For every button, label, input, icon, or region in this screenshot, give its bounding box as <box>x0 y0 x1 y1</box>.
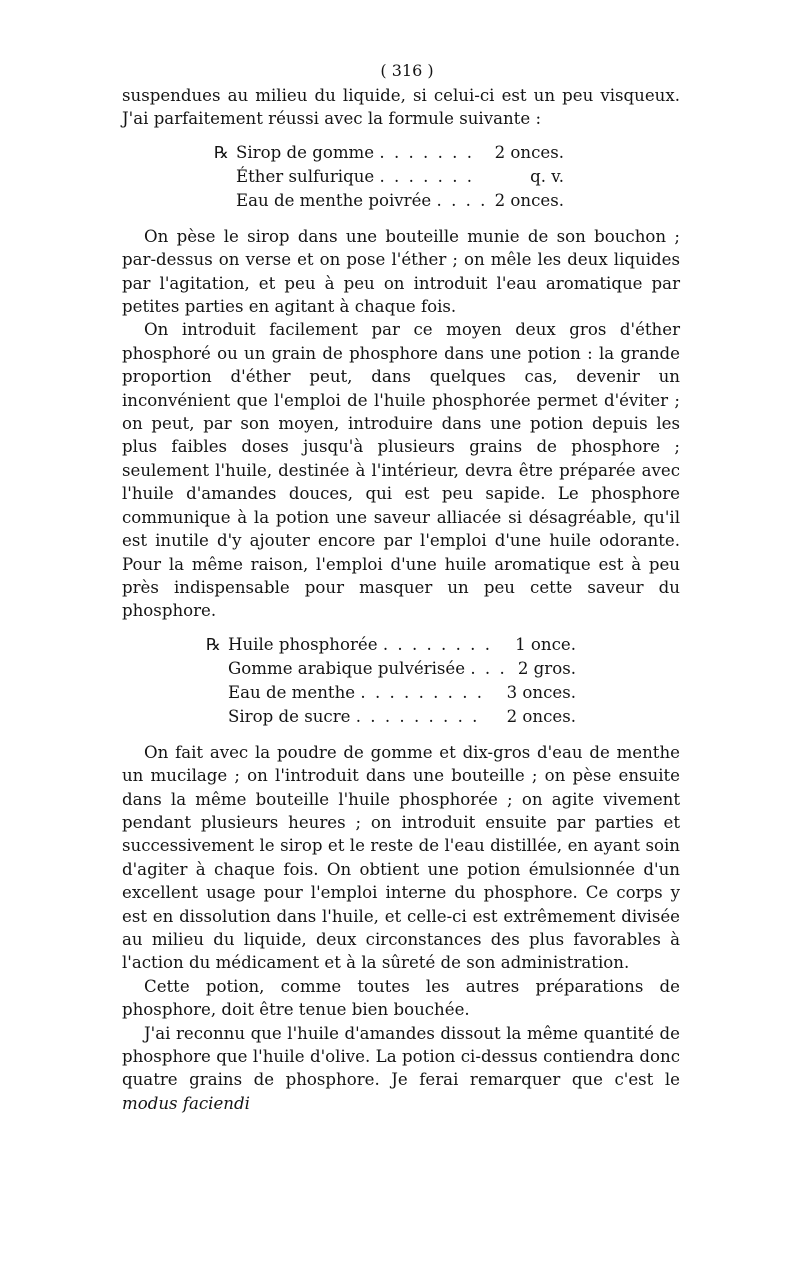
recipe-1-row <box>122 141 680 165</box>
recipe-2-row <box>122 681 680 705</box>
ingredient-quantity: 1 once. <box>515 634 576 654</box>
recipe-1-row <box>122 189 680 213</box>
recipe-2-row <box>122 657 680 681</box>
prescription-symbol <box>206 705 228 729</box>
paragraph-3: On fait avec la poudre de gomme et dix-gros d'eau de menthe un mucilage ; on l'introduit dans une bouteille ; on pèse ensuite dans la même bouteille l'huile phosphorée ; on agite vivement pendant plusieurs heures ; on introduit ensuite par parties et successivement le sirop et le reste de l'eau distillée, en ayant soin d'agiter à chaque fois. On obtient une potion émulsionnée d'un excellent usage pour l'emploi interne du phosphore. Ce corps y est en dissolution dans l'huile, et celle-ci est extrêmement divisée au milieu du liquide, deux circonstances des plus favorables à l'action du médicament et à la sûreté de son administration. <box>122 742 680 973</box>
ingredient-quantity: 2 onces. <box>506 706 576 726</box>
leader-dots: . . . . <box>436 190 488 210</box>
ingredient-name: Eau de menthe <box>228 682 356 702</box>
ingredient-name: Huile phosphorée <box>228 634 378 654</box>
paragraph-5 <box>122 1022 680 1116</box>
prescription-symbol <box>214 189 236 213</box>
ingredient-name: Eau de menthe poivrée <box>236 190 432 210</box>
prescription-symbol <box>214 165 236 189</box>
paragraph-5-italic: modus faciendi <box>122 1093 250 1113</box>
recipe-2-row <box>122 705 680 729</box>
recipe-1 <box>122 141 680 213</box>
ingredient-quantity: 2 gros. <box>517 658 576 678</box>
ingredient-name: Sirop de sucre <box>228 706 351 726</box>
ingredient-quantity: q. v. <box>530 166 564 186</box>
leader-dots: . . . . . . . <box>379 142 474 162</box>
leader-dots: . . . . . . . . . <box>355 706 480 726</box>
paragraph-5-text: J'ai reconnu que l'huile d'amandes dissout la même quantité de phosphore que l'huile d'olive. La potion ci-dessus contiendra donc quatre grains de phosphore. Je ferai remarquer que c'est le <box>122 1023 680 1090</box>
prescription-symbol <box>206 657 228 681</box>
prescription-symbol: ℞ <box>206 634 221 654</box>
prescription-symbol: ℞ <box>214 142 229 162</box>
ingredient-quantity: 3 onces. <box>506 682 576 702</box>
page-number: ( 316 ) <box>380 61 434 80</box>
ingredient-name: Gomme arabique pulvérisée <box>228 658 466 678</box>
paragraph-4: Cette potion, comme toutes les autres préparations de phosphore, doit être tenue bien bouchée. <box>122 976 680 1020</box>
ingredient-quantity: 2 onces. <box>494 142 564 162</box>
ingredient-name: Éther sulfurique <box>236 166 375 186</box>
leader-dots: . . . . . . . . . <box>360 682 485 702</box>
paragraph-2: On introduit facilement par ce moyen deux gros d'éther phosphoré ou un grain de phosphore dans une potion : la grande proportion d'éther peut, dans quelques cas, devenir un inconvénient que l'emploi de l'huile phosphorée permet d'éviter ; on peut, par son moyen, introduire dans une potion depuis les plus faibles doses jusqu'à plusieurs grains de phosphore ; seulement l'huile, destinée à l'intérieur, devra être préparée avec l'huile d'amandes douces, qui est peu sapide. Le phosphore communique à la potion une saveur alliacée si désagréable, qu'il est inutile d'y ajouter encore par l'emploi d'une huile odorante. Pour la même raison, l'emploi d'une huile aromatique est à peu près indispensable pour masquer un peu cette saveur du phosphore. <box>122 320 680 621</box>
ingredient-name: Sirop de gomme <box>236 142 375 162</box>
leader-dots: . . . . . . . . <box>382 634 492 654</box>
leader-dots: . . . <box>470 658 507 678</box>
recipe-1-row <box>122 165 680 189</box>
recipe-2-row <box>122 633 680 657</box>
paragraph-0: suspendues au milieu du liquide, si celui-ci est un peu visqueux. J'ai parfaitement réussi avec la formule suivante : <box>122 86 680 129</box>
paragraph-1: On pèse le sirop dans une bouteille munie de son bouchon ; par-dessus on verse et on pose l'éther ; on mêle les deux liquides par l'agitation, et peu à peu on introduit l'eau aromatique par petites parties en agitant à chaque fois. <box>122 226 680 317</box>
ingredient-quantity: 2 onces. <box>494 190 564 210</box>
page <box>122 58 680 1115</box>
prescription-symbol <box>206 681 228 705</box>
recipe-2 <box>122 633 680 729</box>
leader-dots: . . . . . . . <box>379 166 475 186</box>
